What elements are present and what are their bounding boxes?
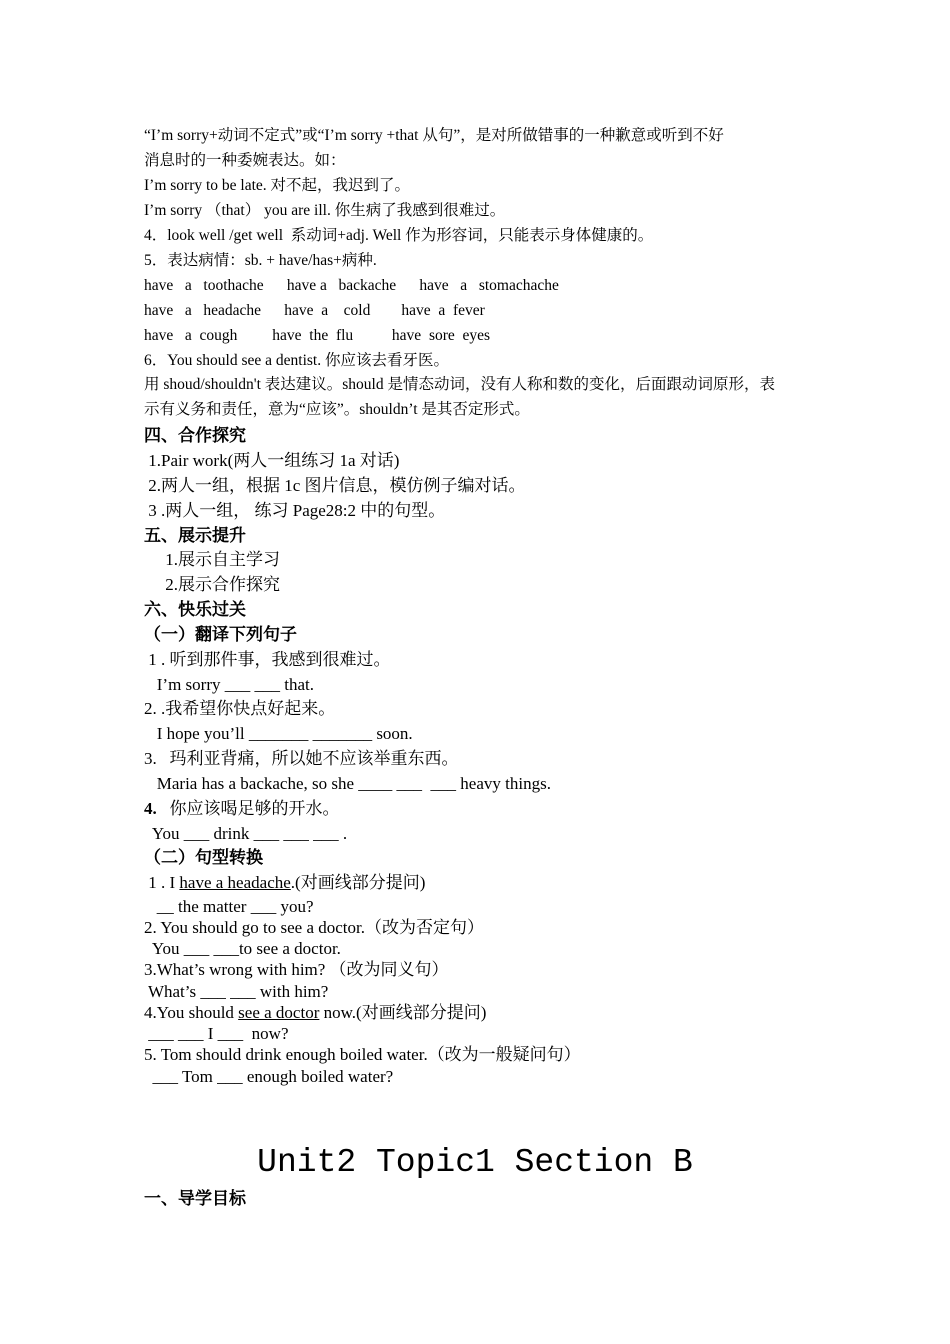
- grammar-sorry-example2: I’m sorry （that） you are ill. 你生病了我感到很难过。: [144, 202, 506, 219]
- display-item1: 1.展示自主学习: [144, 550, 280, 569]
- display-heading: 五、展示提升: [144, 526, 246, 545]
- section-heading: 一、导学目标: [144, 1189, 246, 1208]
- section-title: Unit2 Topic1 Section B: [257, 1144, 693, 1181]
- transform-question3: 3.What’s wrong with him? （改为同义句）: [144, 960, 449, 979]
- question-suffix: now.(对画线部分提问): [319, 1003, 487, 1022]
- question-prefix: 4.You should: [144, 1003, 239, 1022]
- transform-question2: 2. You should go to see a doctor.（改为否定句）: [144, 918, 484, 937]
- question-text: 你应该喝足够的开水。: [156, 799, 340, 818]
- underlined-phrase: have a headache: [179, 873, 291, 892]
- grammar-illness-row1: have a toothache have a backache have a stomachache: [144, 277, 559, 294]
- translate-heading: （一）翻译下列句子: [144, 625, 297, 644]
- grammar-sorry-line1: “I’m sorry+动词不定式”或“I’m sorry +that 从句”，是对所做错事的一种歉意或听到不好: [144, 127, 724, 144]
- exercises-heading: 六、快乐过关: [144, 600, 246, 619]
- transform-answer4: ___ ___ I ___ now?: [144, 1024, 289, 1043]
- grammar-sorry-example1: I’m sorry to be late. 对不起，我迟到了。: [144, 177, 411, 194]
- question-suffix: .(对画线部分提问): [290, 873, 426, 892]
- grammar-illness-intro: 5．表达病情：sb. + have/has+病种.: [144, 252, 377, 269]
- translate-question3: 3. 玛利亚背痛，所以她不应该举重东西。: [144, 749, 459, 768]
- translate-answer2: I hope you’ll _______ _______ soon.: [144, 724, 413, 743]
- transform-answer2: You ___ ___to see a doctor.: [144, 939, 341, 958]
- grammar-illness-row3: have a cough have the flu have sore eyes: [144, 327, 491, 344]
- cooperation-item1: 1.Pair work(两人一组练习 1a 对话): [144, 451, 400, 470]
- cooperation-heading: 四、合作探究: [144, 426, 246, 445]
- question-number: 4.: [144, 799, 157, 818]
- translate-question2: 2. .我希望你快点好起来。: [144, 699, 336, 718]
- transform-answer5: ___ Tom ___ enough boiled water?: [144, 1067, 394, 1086]
- grammar-should-line2: 示有义务和责任，意为“应该”。shouldn’t 是其否定形式。: [144, 401, 530, 418]
- grammar-should-line1: 用 shoud/shouldn't 表达建议。should 是情态动词，没有人称和数的变化，后面跟动词原形，表: [144, 376, 775, 393]
- grammar-sorry-line2: 消息时的一种委婉表达。如：: [144, 152, 346, 169]
- display-item2: 2.展示合作探究: [144, 575, 280, 594]
- cooperation-item2: 2.两人一组，根据 1c 图片信息，模仿例子编对话。: [144, 476, 526, 495]
- grammar-dentist: 6．You should see a dentist. 你应该去看牙医。: [144, 352, 449, 369]
- transform-answer3: What’s ___ ___ with him?: [144, 982, 329, 1001]
- translate-answer1: I’m sorry ___ ___ that.: [144, 675, 314, 694]
- transform-answer1: __ the matter ___ you?: [144, 897, 314, 916]
- transform-heading: （二）句型转换: [144, 848, 263, 867]
- translate-answer4: You ___ drink ___ ___ ___ .: [144, 824, 348, 843]
- transform-question1: [144, 874, 425, 891]
- grammar-look-well: 4．look well /get well 系动词+adj. Well 作为形容词，只能表示身体健康的。: [144, 227, 654, 244]
- translate-question1: 1 . 听到那件事，我感到很难过。: [144, 650, 391, 669]
- grammar-illness-row2: have a headache have a cold have a fever: [144, 302, 485, 319]
- cooperation-item3: 3 .两人一组， 练习 Page28:2 中的句型。: [144, 501, 446, 520]
- question-prefix: 1 . I: [144, 873, 180, 892]
- transform-question5: 5. Tom should drink enough boiled water.（改为一般疑问句）: [144, 1045, 581, 1064]
- translate-question4: [144, 800, 340, 817]
- underlined-phrase: see a doctor: [238, 1003, 320, 1022]
- transform-question4: [144, 1004, 486, 1021]
- translate-answer3: Maria has a backache, so she ____ ___ ___ heavy things.: [144, 774, 551, 793]
